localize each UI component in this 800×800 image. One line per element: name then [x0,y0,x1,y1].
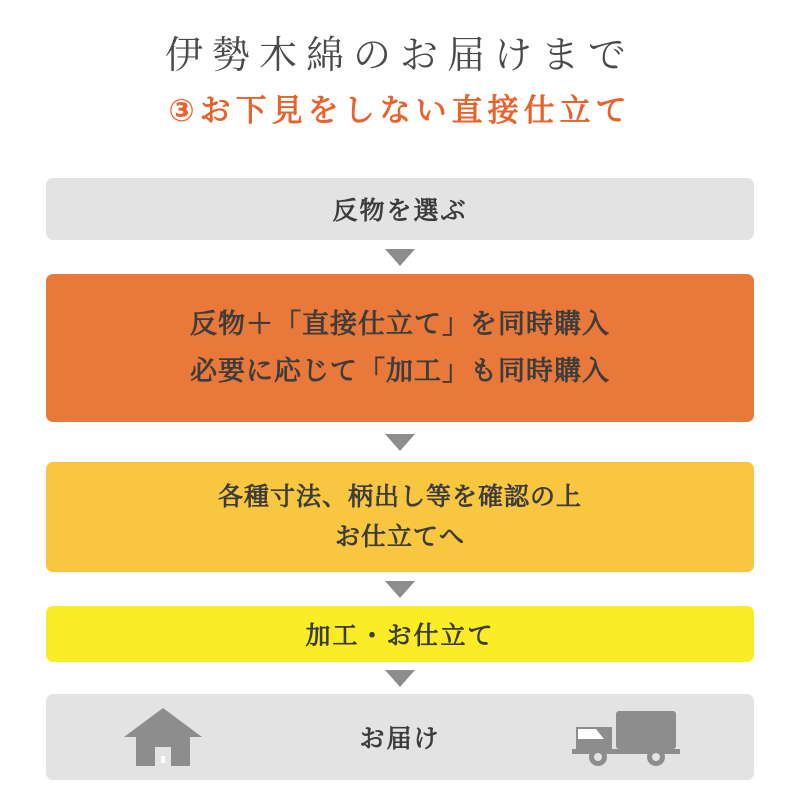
flow-step-confirm-measurements [46,462,754,572]
flow-arrow-2 [46,422,754,462]
flow-arrow-1 [46,240,754,274]
flow-step-select-fabric [46,178,754,240]
truck-icon [572,707,680,767]
flow-step-delivery [46,694,754,780]
flow-step-label: 加工・お仕立て [305,622,495,650]
flow-arrow-4 [46,662,754,694]
flow-step-order-together [46,274,754,422]
flow-step-label-line2: お仕立てへ [334,523,465,551]
chevron-down-icon [385,434,415,451]
house-icon [122,706,204,768]
flow-step-label-line1: 反物＋「直接仕立て」を同時購入 [190,308,610,339]
flow-step-processing-sewing [46,606,754,662]
title-block [0,0,800,129]
flow-arrow-3 [46,572,754,606]
flow-step-label: 反物を選ぶ [332,197,468,225]
flow-step-label-line1: 各種寸法、柄出し等を確認の上 [217,483,582,511]
page-title: 伊勢木綿のお届けまで [164,35,635,77]
flow-step-label-line2: 必要に応じて「加工」も同時購入 [190,356,610,386]
chevron-down-icon [385,249,415,266]
chevron-down-icon [385,581,415,598]
process-flow [46,178,754,780]
chevron-down-icon [385,670,415,687]
page-subtitle: ③お下見をしない直接仕立て [168,92,632,128]
flow-step-label: お届け [359,725,441,753]
